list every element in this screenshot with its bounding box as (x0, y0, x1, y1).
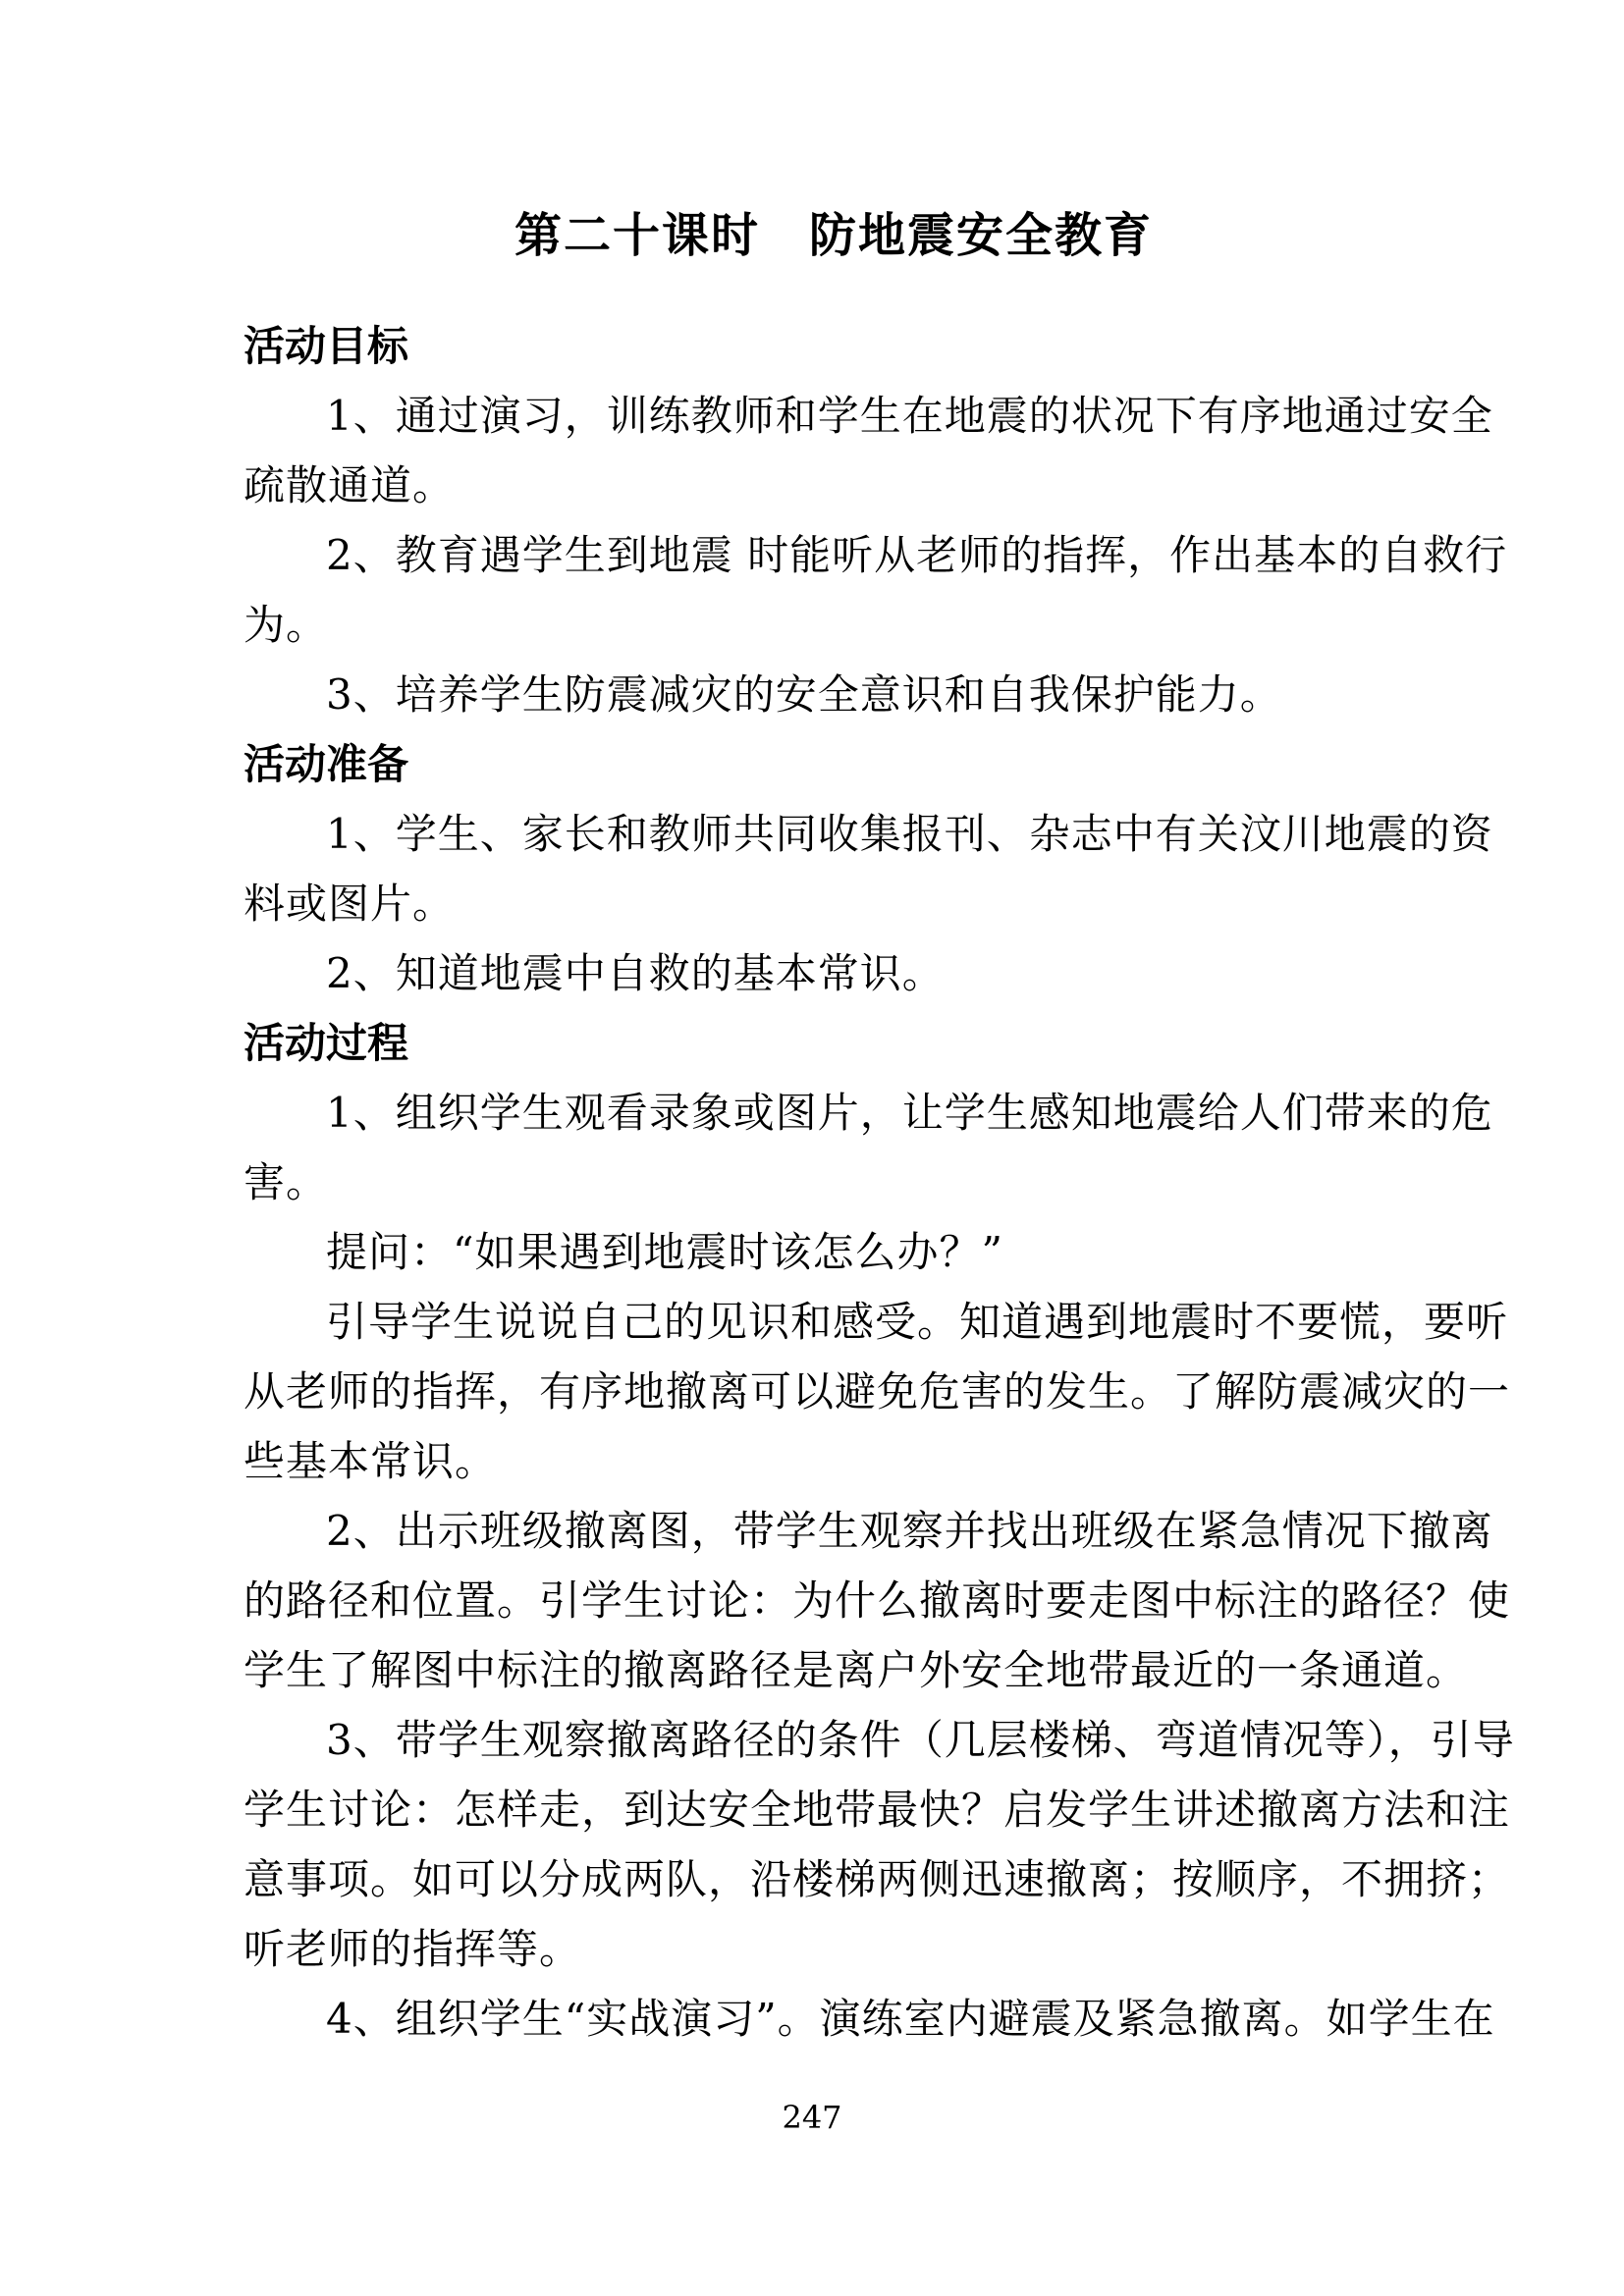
paragraph-line: 2、知道地震中自救的基本常识。 (326, 949, 945, 997)
paragraph-line: 料或图片。 (244, 880, 456, 928)
paragraph-line: 从老师的指挥，有序地撤离可以避免危害的发生。了解防震减灾的一 (244, 1367, 1511, 1415)
paragraph-line: 为。 (244, 601, 329, 649)
paragraph-line: 害。 (244, 1158, 329, 1206)
paragraph-line: 引导学生说说自己的见识和感受。知道遇到地震时不要慌，要听 (326, 1298, 1509, 1346)
paragraph-line: 1、学生、家长和教师共同收集报刊、杂志中有关汶川地震的资 (326, 810, 1493, 858)
paragraph-line: 1、组织学生观看录象或图片，让学生感知地震给人们带来的危 (326, 1089, 1493, 1137)
paragraph-line: 学生讨论：怎样走，到达安全地带最快？启发学生讲述撤离方法和注 (244, 1786, 1511, 1834)
paragraph-line: 听老师的指挥等。 (244, 1925, 582, 1973)
document-body (244, 311, 1515, 2054)
paragraph-line: 3、培养学生防震减灾的安全意识和自我保护能力。 (326, 670, 1282, 719)
page-number: 247 (782, 2099, 842, 2136)
document-content (244, 194, 1515, 2054)
paragraph-line: 2、教育遇学生到地震 时能听从老师的指挥，作出基本的自救行 (326, 531, 1508, 579)
paragraph-line: 2、出示班级撤离图，带学生观察并找出班级在紧急情况下撤离 (326, 1507, 1493, 1555)
page-title: 第二十课时 防地震安全教育 (514, 208, 1153, 263)
paragraph-line: 疏散通道。 (244, 461, 456, 509)
paragraph-line: 学生了解图中标注的撤离路径是离户外安全地带最近的一条通道。 (244, 1646, 1469, 1694)
paragraph-line: 的路径和位置。引学生讨论：为什么撤离时要走图中标注的路径？使 (244, 1576, 1511, 1625)
paragraph-line: 3、带学生观察撤离路径的条件（几层楼梯、弯道情况等），引导 (326, 1716, 1515, 1764)
section-heading: 活动过程 (244, 1019, 409, 1067)
section-heading: 活动准备 (244, 740, 409, 788)
paragraph-line: 1、通过演习，训练教师和学生在地震的状况下有序地通过安全 (326, 392, 1493, 440)
paragraph-line: 4、组织学生“实战演习”。演练室内避震及紧急撤离。如学生在 (326, 1995, 1495, 2043)
paragraph-line: 意事项。如可以分成两队，沿楼梯两侧迅速撤离；按顺序，不拥挤； (244, 1855, 1511, 1903)
paragraph-line: 提问：“如果遇到地震时该怎么办？” (326, 1228, 1003, 1276)
section-heading: 活动目标 (244, 322, 409, 370)
paragraph-line: 些基本常识。 (244, 1437, 498, 1485)
